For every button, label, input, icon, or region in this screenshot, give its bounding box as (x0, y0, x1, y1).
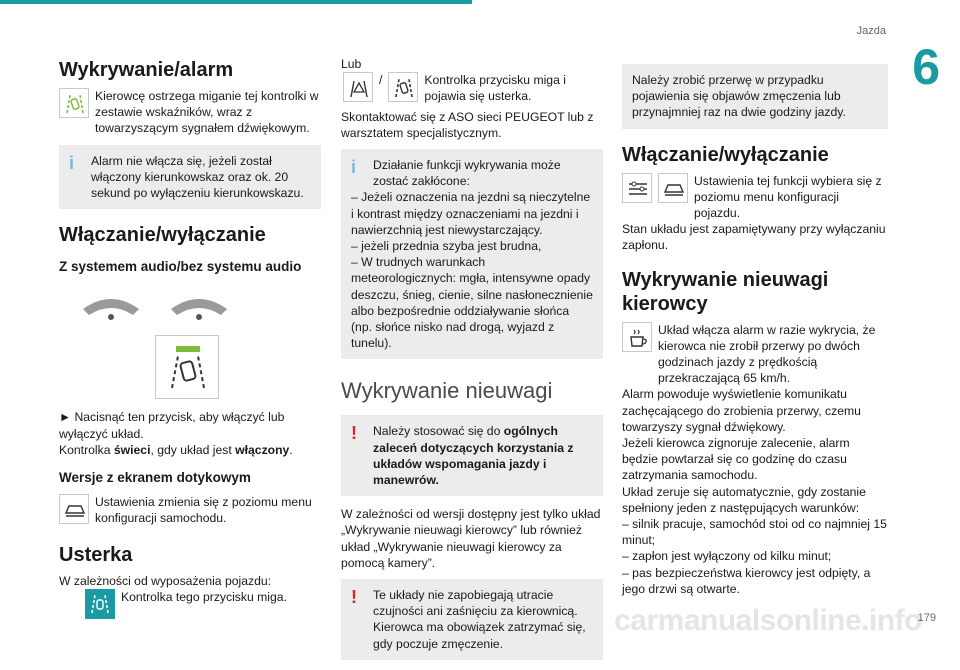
info-note (59, 145, 321, 210)
warning-note-general (341, 415, 603, 496)
reset-text: Układ zeruje się automatycznie, gdy zostanie spełniony jeden z następujących warunków: (622, 484, 866, 515)
car-settings-icon (59, 494, 89, 524)
break-note-text: Należy zrobić przerwę w przypadku pojawienia się objawów zmęczenia lub przynajmniej raz na dwie godziny jazdy. (632, 73, 846, 120)
info-icon: i (351, 157, 357, 178)
car-settings-icon (658, 173, 688, 203)
driver-icon-text: Układ włącza alarm w razie wykrycia, że kierowca nie zrobił przerwy po dwóch godzinach jazdy z prędkością przekraczającą 65 km/h. (658, 322, 876, 386)
lub-row (343, 72, 603, 104)
heading-touch: Wersje z ekranem dotykowym (59, 470, 251, 486)
fault-icon-text: Kontrolka tego przycisku miga. (121, 589, 287, 604)
heading-onoff: Włączanie/wyłączanie (59, 224, 266, 247)
section-title: Jazda (856, 25, 886, 37)
memory-text: Stan układu jest zapamiętywany przy wyłączaniu zapłonu. (622, 222, 886, 253)
lane-departure-off-icon (388, 72, 418, 102)
touch-text: Ustawienia zmienia się z poziomu menu konfiguracji samochodu. (95, 495, 312, 526)
lane-button-icon (155, 335, 219, 399)
heading-detect: Wykrywanie/alarm (59, 59, 234, 81)
header-bar (0, 0, 472, 4)
depend-text: W zależności od wersji dostępny jest tylko układ „Wykrywanie nieuwagi kierowcy” lub również układ „Wykrywanie nieuwagi kierowcy za pomocą kamery”. (341, 507, 601, 570)
watermark: carmanualsonline.info (614, 604, 922, 637)
heading-fault: Usterka (59, 543, 133, 566)
heading-driver: Wykrywanie nieuwagi kierowcy (622, 268, 829, 315)
driver-attention-settings-icon (622, 173, 652, 203)
lane-warning-icon (343, 72, 373, 102)
warning-icon: ! (351, 423, 357, 444)
lamp-text: Kontrolka świeci, gdy układ jest włączony. (59, 442, 293, 457)
warning-icon: ! (351, 587, 357, 608)
press-text: ► Nacisnąć ten przycisk, aby włączyć lub wyłączyć układ. (59, 410, 285, 441)
page-number: 179 (917, 612, 936, 624)
heading-audio: Z systemem audio/bez systemu audio (59, 259, 302, 275)
lane-departure-icon (59, 88, 89, 118)
condition-item: – silnik pracuje, samochód stoi od co najmniej 15 minut; (622, 517, 887, 548)
touch-row (59, 494, 321, 526)
detect-row (59, 88, 321, 137)
condition-item: – pas bezpieczeństwa kierowcy jest odpięty, a jego drzwi są otwarte. (622, 565, 871, 596)
note-line: Działanie funkcji wykrywania może zostać zakłócone: (373, 158, 561, 189)
onoff-text: Ustawienia tej funkcji wybiera się z poziomu menu konfiguracji pojazdu. (694, 173, 882, 221)
driver-row (622, 322, 888, 387)
lub-icon-text: Kontrolka przycisku miga i pojawia się usterka. (424, 73, 566, 104)
slash-text: / (379, 73, 383, 88)
lane-button-lit-icon (85, 589, 115, 619)
condition-item: – zapłon jest wyłączony od kilku minut; (622, 549, 832, 564)
heading-attention: Wykrywanie nieuwagi (341, 378, 553, 404)
steering-wheel-left-icon (81, 287, 141, 325)
warning-note-text: Te układy nie zapobiegają utracie czujności ani zaśnięciu za kierownicą. Kierowca ma obowiązek zatrzymać się, gdy poczuje zmęczenie. (373, 588, 586, 651)
fault-row (85, 589, 321, 619)
info-icon: i (69, 152, 75, 173)
info-note-text: Alarm nie włącza się, jeżeli został włączony kierunkowskaz oraz ok. 20 sekund po wyłączeniu kierunkowskazu. (91, 153, 304, 201)
steering-illustration (81, 287, 321, 325)
check-text: Skontaktować się z ASO sieci PEUGEOT lub z warsztatem specjalistycznym. (341, 109, 594, 140)
onoff-row (622, 173, 888, 222)
chapter-number: 6 (912, 39, 940, 95)
steering-wheel-right-icon (169, 287, 229, 325)
coffee-cup-icon (622, 322, 652, 352)
heading-onoff-2: Włączanie/wyłączanie (622, 143, 829, 166)
note-line: – jeżeli przednia szyba jest brudna, (351, 239, 542, 254)
info-note-conditions (341, 149, 603, 359)
warning-note-text: Należy stosować się do ogólnych zaleceń dotyczących korzystania z układów wspomagania jazdy i manewrów. (373, 424, 574, 488)
fault-text: W zależności od wyposażenia pojazdu: (59, 573, 272, 588)
repeat-text: Jeżeli kierowca zignoruje zalecenie, alarm będzie powtarzał się co godzinę do czasu zatrzymania samochodu. (622, 436, 850, 483)
column-1 (59, 56, 321, 619)
note-line: – Jeżeli oznaczenia na jezdni są nieczytelne i kontrast między oznaczeniami na jezdni i nawierzchnią jest niewystarczający. (351, 190, 591, 237)
column-3 (622, 56, 888, 597)
column-2 (341, 56, 603, 670)
detect-text: Kierowcę ostrzega miganie tej kontrolki w zestawie wskaźników, wraz z towarzyszącym sygnałem dźwiękowym. (95, 89, 319, 136)
lub-text: Lub (341, 57, 362, 71)
warning-note-fatigue (341, 579, 603, 660)
break-note (622, 64, 888, 129)
note-line: – W trudnych warunkach meteorologicznych: mgła, intensywne opady deszczu, śnieg, cienie, silne nasłonecznienie albo bezpośrednie oddziaływanie słońca (np. słońce nisko nad drogą, wyjazd z tunelu). (351, 255, 593, 351)
message-text: Alarm powoduje wyświetlenie komunikatu zachęcającego do zrobienia przerwy, czemu towarzyszy sygnał dźwiękowy. (622, 387, 861, 434)
